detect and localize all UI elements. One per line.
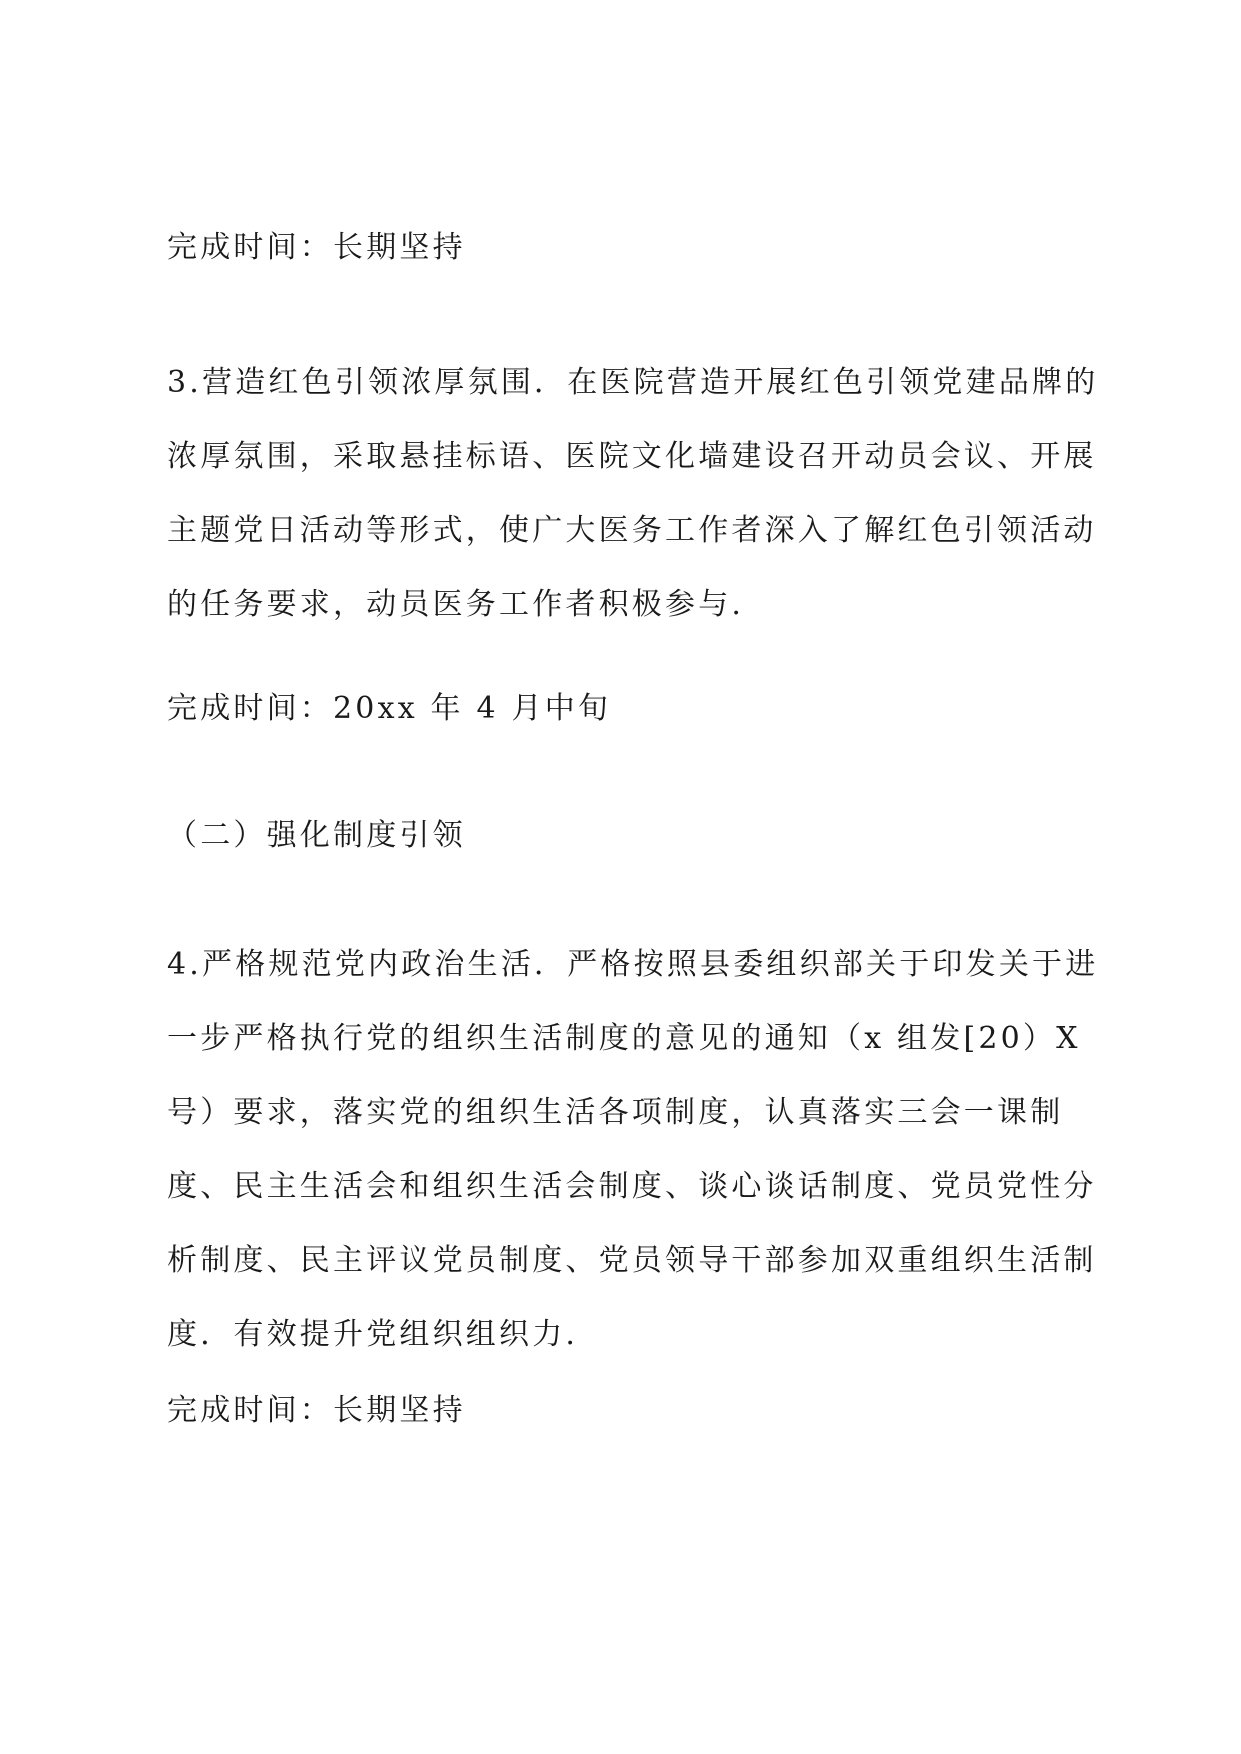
paragraph-line: 度、民主生活会和组织生活会制度、谈心谈话制度、党员党性分 <box>167 1169 1097 1204</box>
section-heading: （二）强化制度引领 <box>167 818 466 853</box>
paragraph-item-4 <box>167 945 1098 1389</box>
completion-time-line: 完成时间：长期坚持 <box>167 1393 466 1428</box>
paragraph-line: 一步严格执行党的组织生活制度的意见的通知（x 组发[20）X <box>167 1021 1081 1056</box>
paragraph-line: 浓厚氛围，采取悬挂标语、医院文化墙建设召开动员会议、开展 <box>167 439 1097 474</box>
paragraph-line: 度．有效提升党组织组织力. <box>167 1317 579 1352</box>
paragraph-line: 主题党日活动等形式，使广大医务工作者深入了解红色引领活动 <box>167 513 1097 548</box>
paragraph-line: 4.严格规范党内政治生活．严格按照县委组织部关于印发关于进 <box>167 947 1099 982</box>
paragraph-line: 3.营造红色引领浓厚氛围．在医院营造开展红色引领党建品牌的 <box>167 365 1099 400</box>
paragraph-line: 号）要求，落实党的组织生活各项制度，认真落实三会一课制 <box>167 1095 1064 1130</box>
paragraph-item-3 <box>167 363 1098 659</box>
paragraph-line: 析制度、民主评议党员制度、党员领导干部参加双重组织生活制 <box>167 1243 1097 1278</box>
paragraph-line: 的任务要求，动员医务工作者积极参与. <box>167 587 745 622</box>
completion-time-line: 完成时间：20xx 年 4 月中旬 <box>167 691 612 726</box>
completion-time-line: 完成时间：长期坚持 <box>167 230 466 265</box>
